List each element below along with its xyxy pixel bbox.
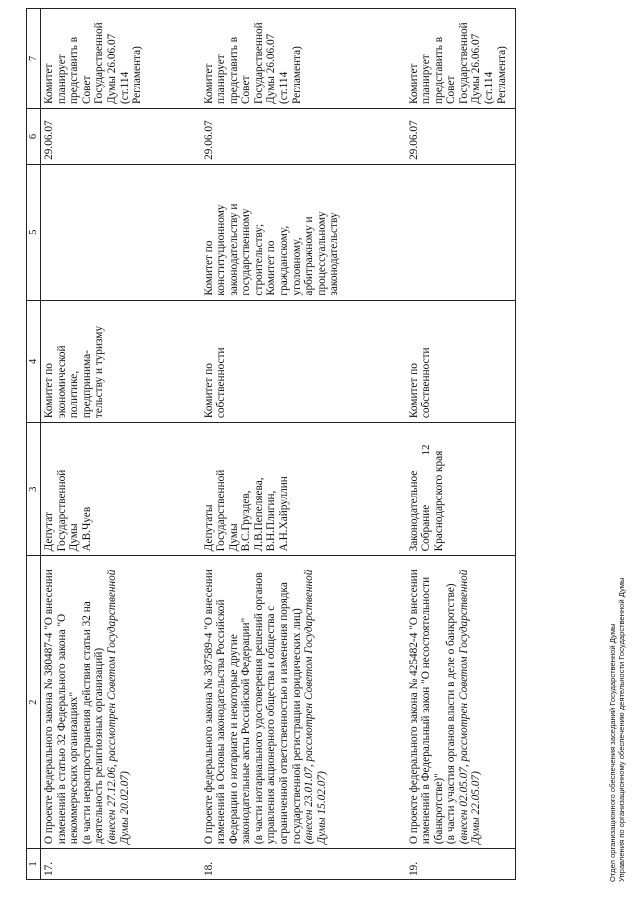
action-line: (ст.114 Регламента) <box>118 46 144 104</box>
column-number-6: 6 <box>27 109 41 165</box>
column-number-3: 3 <box>27 423 41 556</box>
co-executor-line: уголовному, <box>290 237 303 296</box>
co-executor-line: Комитет по <box>202 240 215 296</box>
committee-line: собственности <box>420 347 433 419</box>
action-line: представить в Совет <box>432 36 458 104</box>
co-executor-cell <box>41 164 201 300</box>
author-line: Государственной <box>215 469 228 552</box>
bills-table <box>26 8 516 880</box>
author-line: Краснодарского края <box>432 450 445 552</box>
co-executor-line: Комитет по <box>265 240 278 296</box>
action-line: (ст.114 Регламента) <box>483 46 508 104</box>
committee-cell <box>201 300 406 423</box>
co-executor-line: законодательству <box>328 212 341 296</box>
action-line: представить в Совет <box>68 36 93 104</box>
co-executor-line: процессуальному <box>315 211 328 296</box>
action-line: Государственной <box>457 22 470 104</box>
author-line: Думы <box>68 523 81 552</box>
committee-line: политике, <box>68 370 81 419</box>
bill-note: (внесен 23.01.07, рассмотрен Советом Государственной Думы 15.02.07) <box>303 569 328 845</box>
page-number: 12 <box>420 444 432 456</box>
committee-line: тельству и туризму <box>93 325 106 419</box>
author-cell <box>406 423 516 556</box>
table-header-row <box>27 9 41 880</box>
date-cell: 29.06.07 <box>41 109 201 165</box>
committee-line: предпринима- <box>80 350 93 419</box>
author-line: В.С.Груздев, <box>240 490 253 552</box>
column-number-2: 2 <box>27 556 41 849</box>
author-line: Государственной <box>55 469 68 552</box>
committee-line: Комитет по <box>43 363 55 419</box>
committee-cell <box>41 300 201 423</box>
bill-title: О проекте федерального закона № 387589-4 "О внесении изменений в Основы законодательства Российской Федерации о нотариате и некоторые другие законодательные акты Российской Федерации" <box>202 569 253 845</box>
bill-title-cell <box>406 556 516 849</box>
action-line: Комитет планирует <box>202 54 228 104</box>
bill-title-cell <box>41 556 201 849</box>
committee-line: собственности <box>215 347 228 419</box>
bill-note: (внесен 27.12.06, рассмотрен Советом Государственной Думы 20.02.07) <box>105 569 131 845</box>
author-cell <box>201 423 406 556</box>
action-line: Комитет планирует <box>43 54 68 104</box>
action-line: Думы 26.06.07 <box>470 33 483 104</box>
action-line: Государственной <box>93 22 106 104</box>
action-cell <box>41 9 201 109</box>
bill-title: О проекте федерального закона № 380487-4 "О внесении изменений в статью 32 Федерального закона "О некоммерческих организациях" <box>43 569 81 845</box>
column-number-4: 4 <box>27 300 41 423</box>
action-line: Комитет планирует <box>407 54 433 104</box>
footer-line: Отдел организационного обеспечения заседаний Государственной Думы <box>608 623 617 882</box>
bill-title-cell <box>201 556 406 849</box>
co-executor-line: законодательству и <box>227 203 240 296</box>
committee-line: экономической <box>55 345 68 419</box>
co-executor-line: гражданскому, <box>278 225 291 296</box>
author-line: А.В.Чуев <box>80 506 93 552</box>
co-executor-line: строительству; <box>252 223 265 296</box>
footer-line: Управления по организационному обеспечению деятельности Государственной Думы <box>617 577 626 882</box>
action-line: представить в Совет <box>227 36 253 104</box>
column-number-5: 5 <box>27 164 41 300</box>
co-executor-line: арбитражному и <box>303 216 316 296</box>
table-row <box>201 9 406 880</box>
row-number: 17. <box>41 849 201 880</box>
row-number: 19. <box>406 849 516 880</box>
column-number-7: 7 <box>27 9 41 109</box>
bill-title: О проекте федерального закона № 425482-4 "О внесении изменений в Федеральный закон "О несостоятельности (банкротстве)" <box>407 569 445 845</box>
author-line: Думы <box>227 523 240 552</box>
committee-line: Комитет по <box>202 363 215 419</box>
column-number-1: 1 <box>27 849 41 880</box>
author-line: Законодательное <box>407 470 420 552</box>
date-cell: 29.06.07 <box>201 109 406 165</box>
bill-scope: (в части участия органов власти в деле о банкротстве) <box>445 583 458 845</box>
committee-cell <box>406 300 516 423</box>
co-executor-cell <box>201 164 406 300</box>
co-executor-line: государственному <box>240 208 253 296</box>
document-footer <box>608 578 626 882</box>
author-line: Депутаты <box>202 504 215 552</box>
committee-line: Комитет по <box>407 363 420 419</box>
action-line: Думы 26.06.07 <box>105 33 118 104</box>
table-row <box>41 9 201 880</box>
row-number: 18. <box>201 849 406 880</box>
co-executor-cell <box>406 164 516 300</box>
date-cell: 29.06.07 <box>406 109 516 165</box>
author-line: Л.В.Пепеляева, <box>252 477 265 552</box>
bill-note: (внесен 02.05.07, рассмотрен Советом Государственной Думы 22.05.07) <box>457 569 483 845</box>
author-line: В.Н.Плигин, <box>265 490 278 552</box>
author-line: Собрание <box>420 504 433 552</box>
action-cell <box>406 9 516 109</box>
action-line: Думы 26.06.07 <box>265 33 278 104</box>
bill-scope: (в части нераспространения действия статьи 32 на деятельность религиозных организаций) <box>80 601 106 845</box>
action-cell <box>201 9 406 109</box>
action-line: (ст.114 Регламента) <box>278 46 303 104</box>
co-executor-line: конституционному <box>215 204 228 296</box>
bill-scope: (в части нотариального удостоверения решений органов управления акционерного общества и общества с ограниченной ответственностью и изменения порядка государственной регистрации юридических лиц) <box>252 572 303 845</box>
author-line: Депутат <box>43 512 55 552</box>
action-line: Государственной <box>252 22 265 104</box>
author-line: А.Н.Хайруллин <box>278 476 291 552</box>
author-cell <box>41 423 201 556</box>
